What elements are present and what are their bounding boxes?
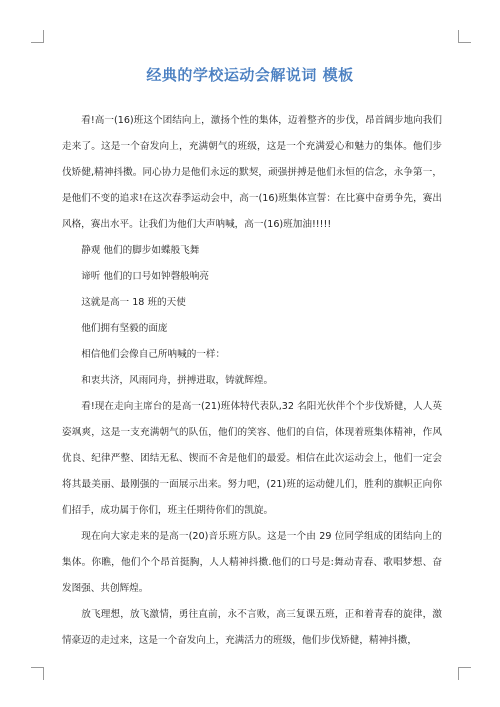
paragraph-class-21: 看!现在走向主席台的是高一(21)班体特代表队,32 名阳光伙伴个个步伐矫健，人人英姿飒爽，这是一支充满朝气的队伍，他们的笑容、他们的自信，体现着班集体精神，作风优良、纪律严整、团结无私、锲而不舍是他们的最爱。相信在此次运动会上，他们一定会将其最美丽、最刚强的一面展示出来。努力吧，(21)班的运动健儿们，胜利的旗帜正向你们招手，成功属于你们，班主任期待你们的凯旋。 bbox=[62, 401, 442, 516]
poem-line-4: 他们拥有坚毅的面庞 bbox=[81, 323, 168, 334]
corner-mark-bottom-right bbox=[458, 667, 471, 680]
corner-mark-top-left bbox=[31, 30, 44, 43]
poem-line-3: 这就是高一 18 班的天使 bbox=[81, 297, 186, 308]
corner-mark-bottom-left bbox=[31, 667, 44, 680]
paragraph-class-20: 现在向大家走来的是高一(20)音乐班方队。这是一个由 29 位同学组成的团结向上的集体。你瞧，他们个个昂首挺胸，人人精神抖擞.他们的口号是:舞动青春、歌唱梦想、奋发图强、共创辉煌。 bbox=[62, 531, 442, 594]
poem-line-2: 谛听 他们的口号如钟磬般响亮 bbox=[81, 271, 209, 282]
poem-line-6: 和衷共济，风雨同舟，拼搏进取，铸就辉煌。 bbox=[81, 375, 274, 386]
poem-line-1: 静观 他们的脚步如蝶般飞舞 bbox=[81, 245, 200, 256]
document-title: 经典的学校运动会解说词 模板 bbox=[146, 66, 354, 84]
paragraph-class-16: 看!高一(16)班这个团结向上，激扬个性的集体，迈着整齐的步伐，昂首阔步地向我们走来了。这是一个奋发向上，充满朝气的班级，这是一个充满爱心和魅力的集体。他们步伐矫健,精神抖擞。同心协力是他们永远的默契，顽强拼搏是他们永恒的信念，永争第一，是他们不变的追求!在这次春季运动会中，高一(16)班集体宣誓：在比赛中奋勇争先，赛出风格，赛出水平。让我们为他们大声呐喊，高一(16)班加油!!!!! bbox=[62, 115, 442, 230]
poem-line-5: 相信他们会像自己所呐喊的一样： bbox=[81, 349, 226, 360]
paragraph-senior-class-5: 放飞理想，放飞激情，勇往直前，永不言败，高三复课五班，正和着青春的旋律，激情豪迈的走过来，这是一个奋发向上，充满活力的班级，他们步伐矫健，精神抖擞， bbox=[62, 609, 442, 646]
document-body bbox=[62, 108, 442, 654]
corner-mark-top-right bbox=[458, 30, 471, 43]
